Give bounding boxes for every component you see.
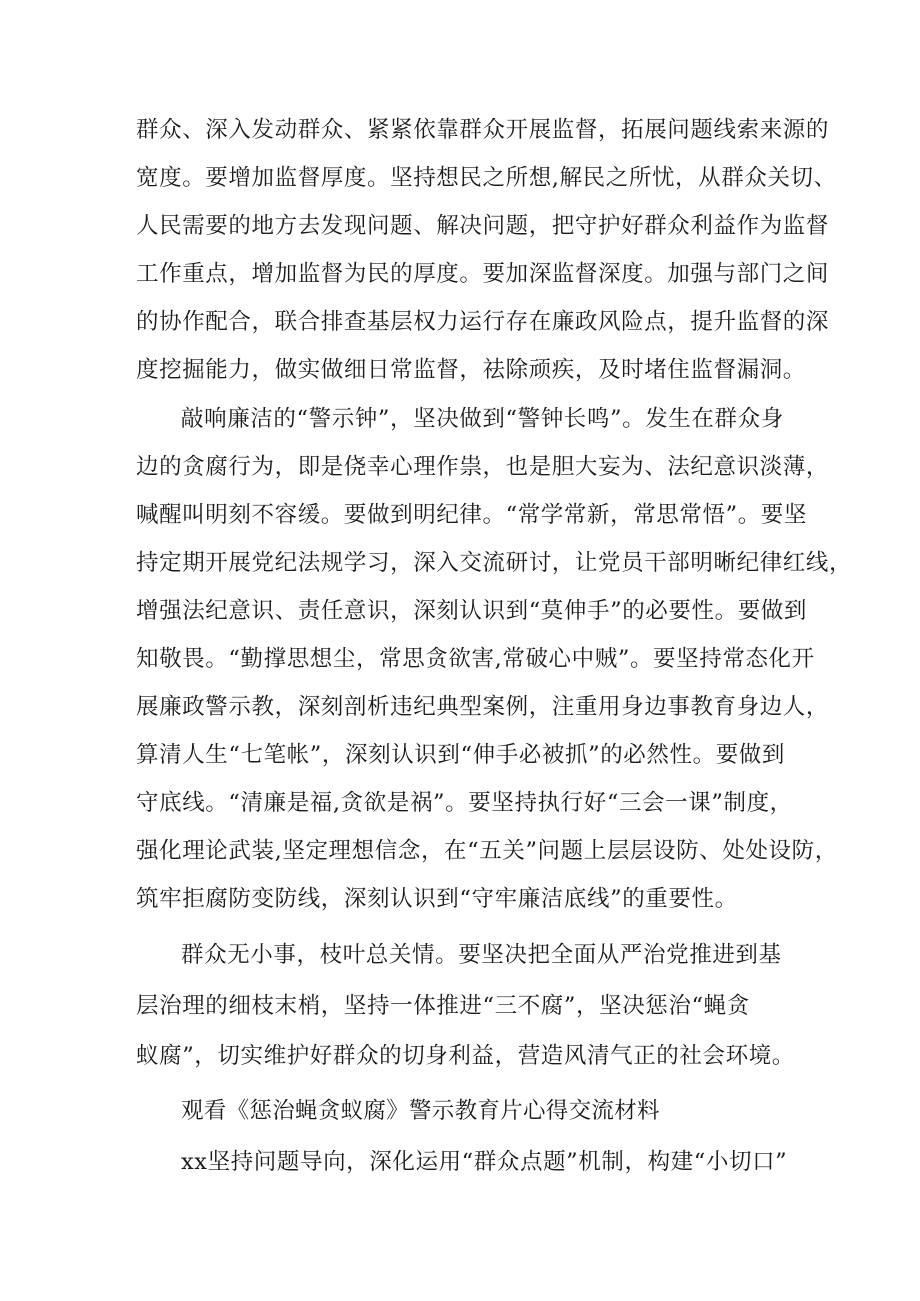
paragraph-2-line-10: 强化理论武装,坚定理想信念，在“五关”问题上层层设防、处处设防， (136, 838, 838, 864)
next-section-first-line: xx坚持问题导向，深化运用“群众点题”机制，构建“小切口” (181, 1149, 788, 1175)
paragraph-1-line-2: 宽度。要增加监督厚度。坚持想民之所想,解民之所忧，从群众关切、 (136, 165, 837, 191)
paragraph-2-line-4: 持定期开展党纪法规学习，深入交流研讨，让党员干部明晰纪律红线， (136, 550, 853, 576)
paragraph-2-line-8: 算清人生“七笔帐”，深刻认识到“伸手必被抓”的必然性。要做到 (136, 742, 786, 768)
paragraph-2-line-3: 喊醒叫明刻不容缓。要做到明纪律。“常学常新，常思常悟”。要坚 (136, 502, 808, 528)
paragraph-2-line-11: 筑牢拒腐防变防线，深刻认识到“守牢廉洁底线”的重要性。 (136, 886, 738, 912)
paragraph-3-line-1: 群众无小事，枝叶总关情。要坚决把全面从严治党推进到基 (181, 942, 782, 968)
paragraph-3-line-2: 层治理的细枝末梢，坚持一体推进“三不腐”，坚决惩治“蝇贪 (136, 993, 750, 1019)
paragraph-2-line-7: 展廉政警示教，深刻剖析违纪典型案例，注重用身边事教育身边人， (136, 694, 830, 720)
paragraph-2-line-6: 知敬畏。“勤撑思想尘，常思贪欲害,常破心中贼”。要坚持常态化开 (136, 646, 815, 672)
paragraph-1-line-1: 群众、深入发动群众、紧紧依靠群众开展监督，拓展问题线索来源的 (136, 117, 830, 143)
paragraph-1-line-5: 的协作配合，联合排查基层权力运行存在廉政风险点，提升监督的深 (136, 309, 830, 335)
paragraph-2-line-1: 敲响廉洁的“警示钟”，坚决做到“警钟长鸣”。发生在群众身 (181, 406, 784, 432)
paragraph-1-line-3: 人民需要的地方去发现问题、解决问题，把守护好群众利益作为监督 (136, 213, 830, 239)
paragraph-1-line-4: 工作重点，增加监督为民的厚度。要加深监督深度。加强与部门之间 (136, 261, 830, 287)
paragraph-1-line-6: 度挖掘能力，做实做细日常监督，祛除顽疾，及时堵住监督漏洞。 (136, 357, 806, 383)
section-title: 观看《惩治蝇贪蚁腐》警示教育片心得交流材料 (181, 1098, 660, 1124)
paragraph-2-line-5: 增强法纪意识、责任意识，深刻认识到“莫伸手”的必要性。要做到 (136, 598, 808, 624)
paragraph-3-line-3: 蚁腐”，切实维护好群众的切身利益，营造风清气正的社会环境。 (136, 1043, 795, 1069)
paragraph-2-line-2: 边的贪腐行为，即是侥幸心理作祟，也是胆大妄为、法纪意识淡薄， (136, 454, 830, 480)
paragraph-2-line-9: 守底线。“清廉是福,贪欲是祸”。要坚持执行好“三会一课”制度， (136, 790, 793, 816)
